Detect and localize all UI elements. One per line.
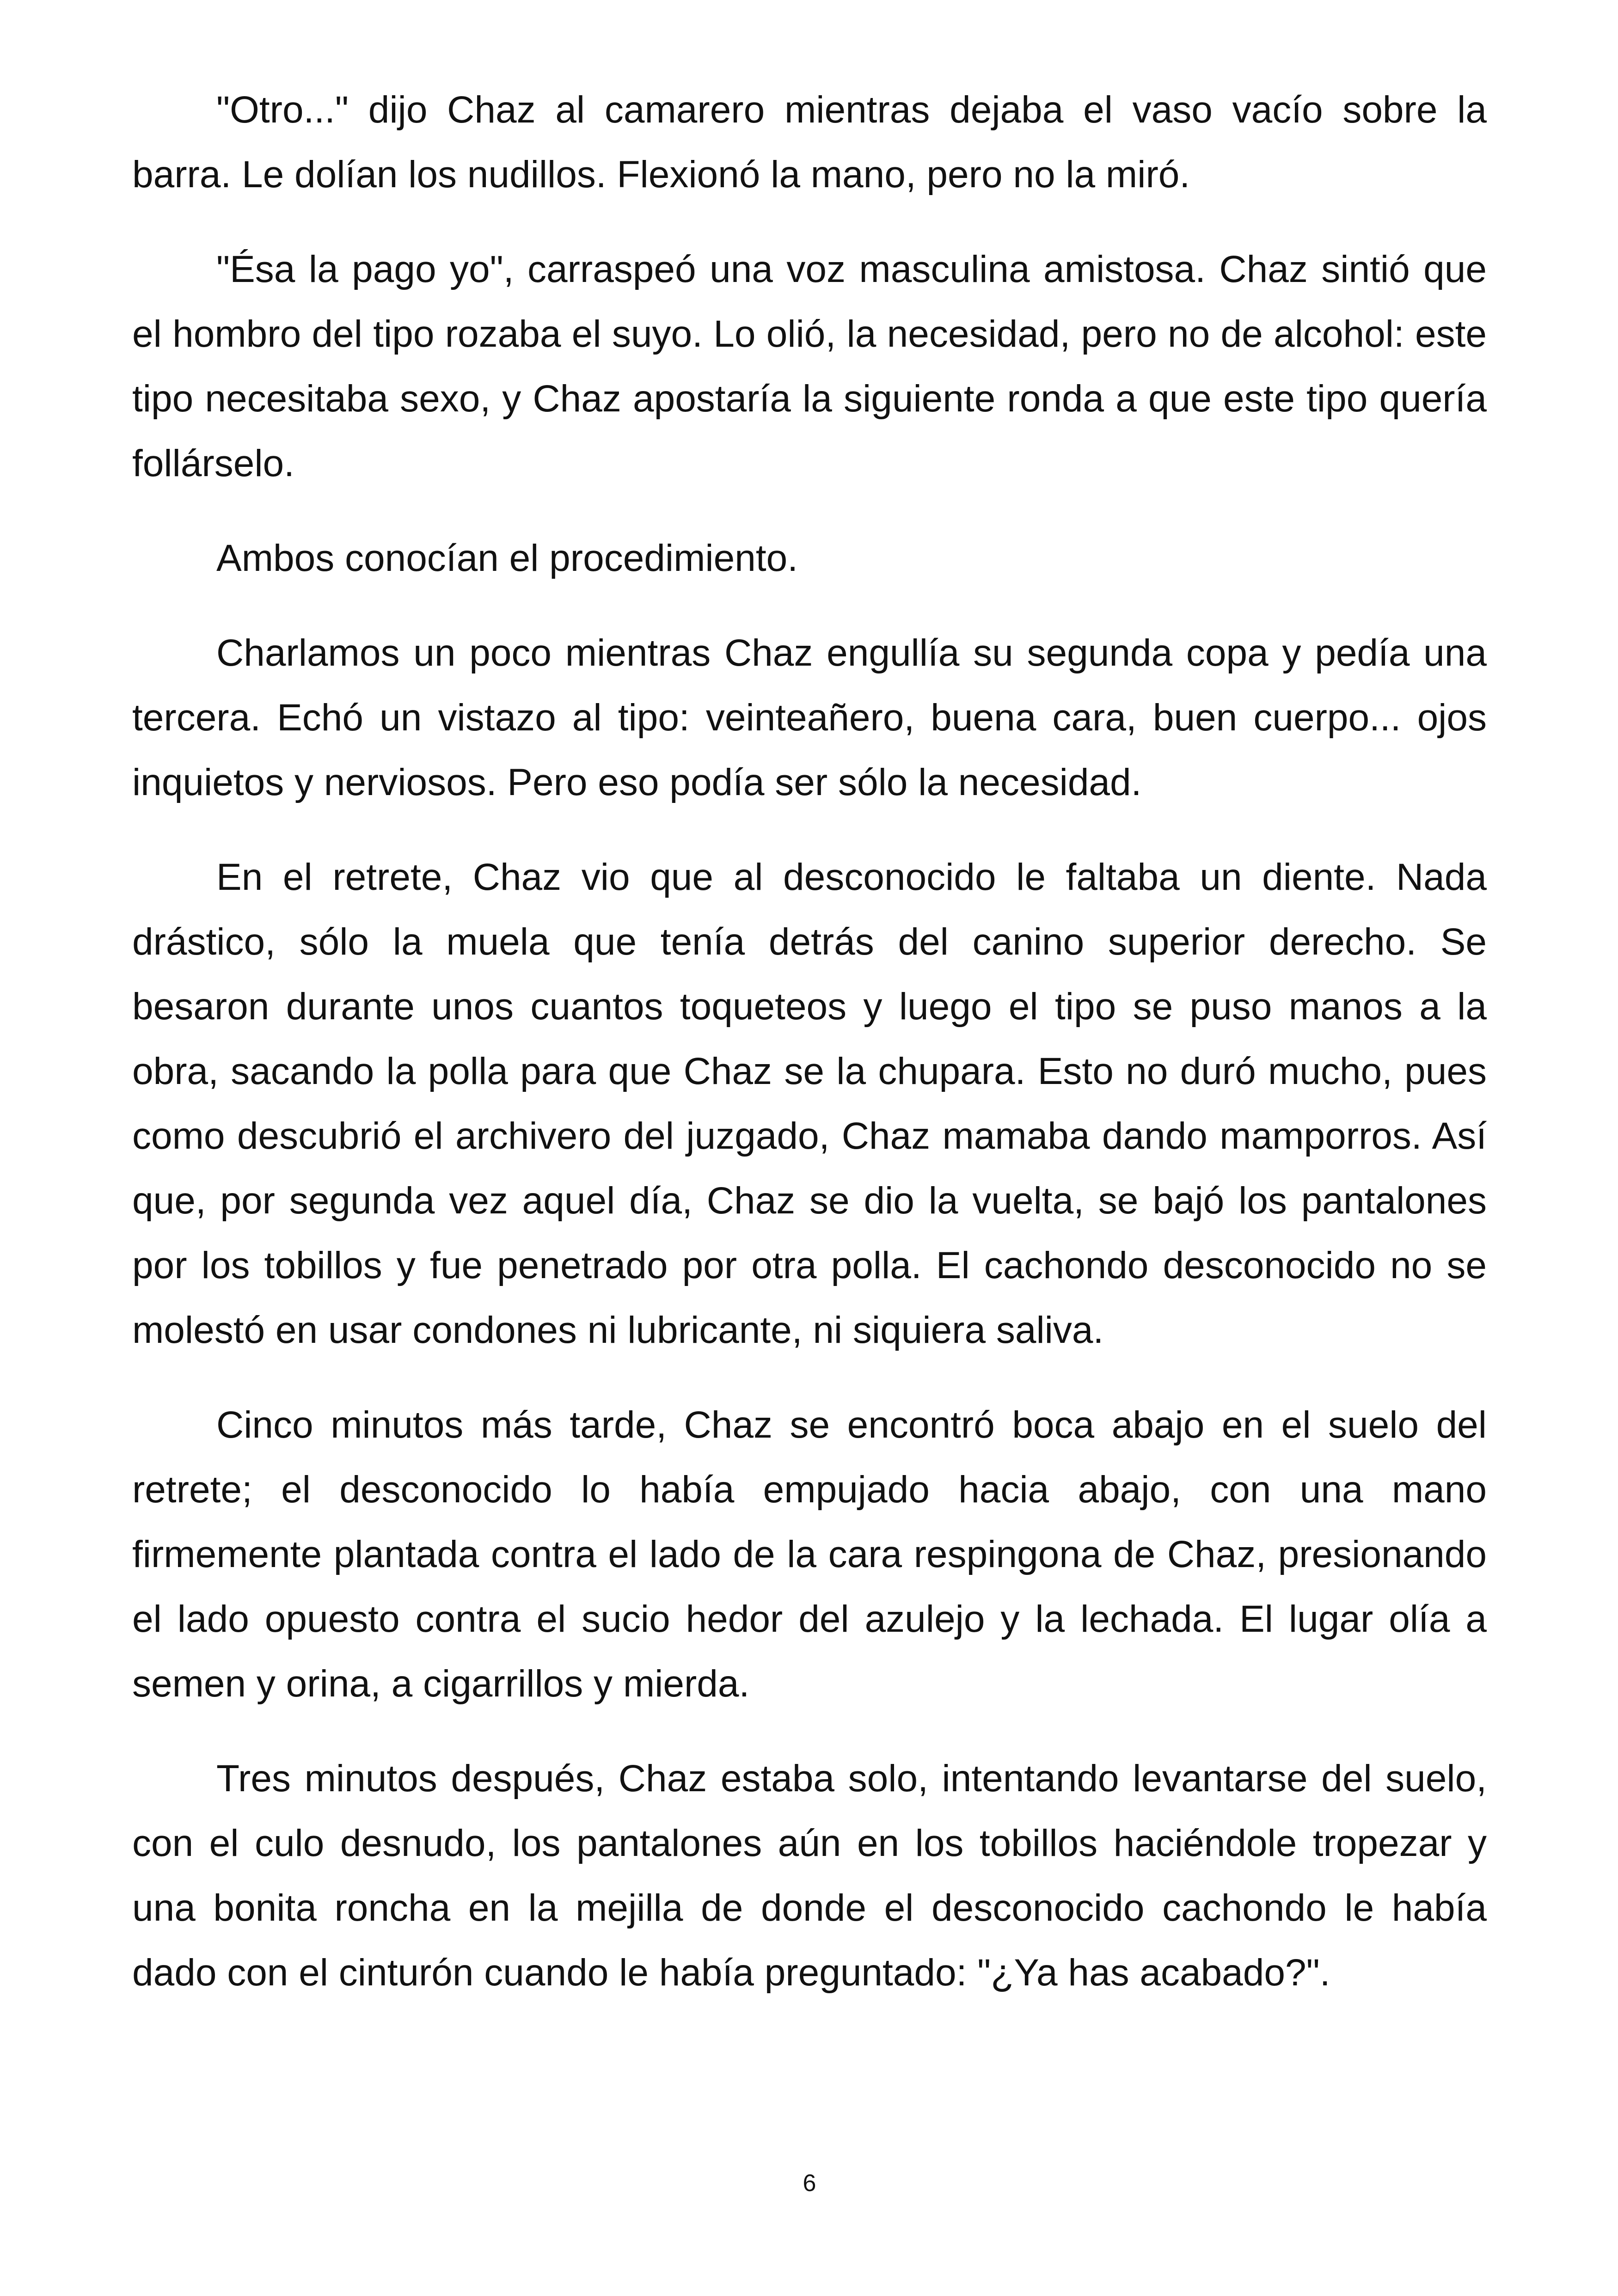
paragraph-4: Charlamos un poco mientras Chaz engullía su segunda copa y pedía una tercera. Echó un vistazo al tipo: veinteañero, buena cara, buen cuerpo... ojos inquietos y nerviosos. Pero eso podía ser sólo la necesidad. (132, 632, 1487, 803)
paragraph-5: En el retrete, Chaz vio que al desconocido le faltaba un diente. Nada drástico, sólo la muela que tenía detrás del canino superior derecho. Se besaron durante unos cuantos toqueteos y luego el tipo se puso manos a la obra, sacando la polla para que Chaz se la chupara. Esto no duró mucho, pues como descubrió el archivero del juzgado, Chaz mamaba dando mamporros. Así que, por segunda vez aquel día, Chaz se dio la vuelta, se bajó los pantalones por los tobillos y fue penetrado por otra polla. El cachondo desconocido no se molestó en usar condones ni lubricante, ni siquiera saliva. (132, 856, 1487, 1351)
paragraph-2: "Ésa la pago yo", carraspeó una voz masculina amistosa. Chaz sintió que el hombro del tipo rozaba el suyo. Lo olió, la necesidad, pero no de alcohol: este tipo necesitaba sexo, y Chaz apostaría la siguiente ronda a que este tipo quería follárselo. (132, 248, 1487, 484)
paragraph-1: "Otro..." dijo Chaz al camarero mientras dejaba el vaso vacío sobre la barra. Le dolían los nudillos. Flexionó la mano, pero no la miró. (132, 89, 1487, 196)
paragraph-6: Cinco minutos más tarde, Chaz se encontró boca abajo en el suelo del retrete; el desconocido lo había empujado hacia abajo, con una mano firmemente plantada contra el lado de la cara respingona de Chaz, presionando el lado opuesto contra el sucio hedor del azulejo y la lechada. El lugar olía a semen y orina, a cigarrillos y mierda. (132, 1404, 1487, 1705)
body-text (132, 78, 1487, 2035)
paragraph-7: Tres minutos después, Chaz estaba solo, intentando levantarse del suelo, con el culo desnudo, los pantalones aún en los tobillos haciéndole tropezar y una bonita roncha en la mejilla de donde el desconocido cachondo le había dado con el cinturón cuando le había preguntado: "¿Ya has acabado?". (132, 1757, 1487, 1994)
paragraph-3: Ambos conocían el procedimiento. (216, 537, 798, 579)
document-page (132, 0, 1487, 2296)
page-number: 6 (803, 2170, 816, 2197)
